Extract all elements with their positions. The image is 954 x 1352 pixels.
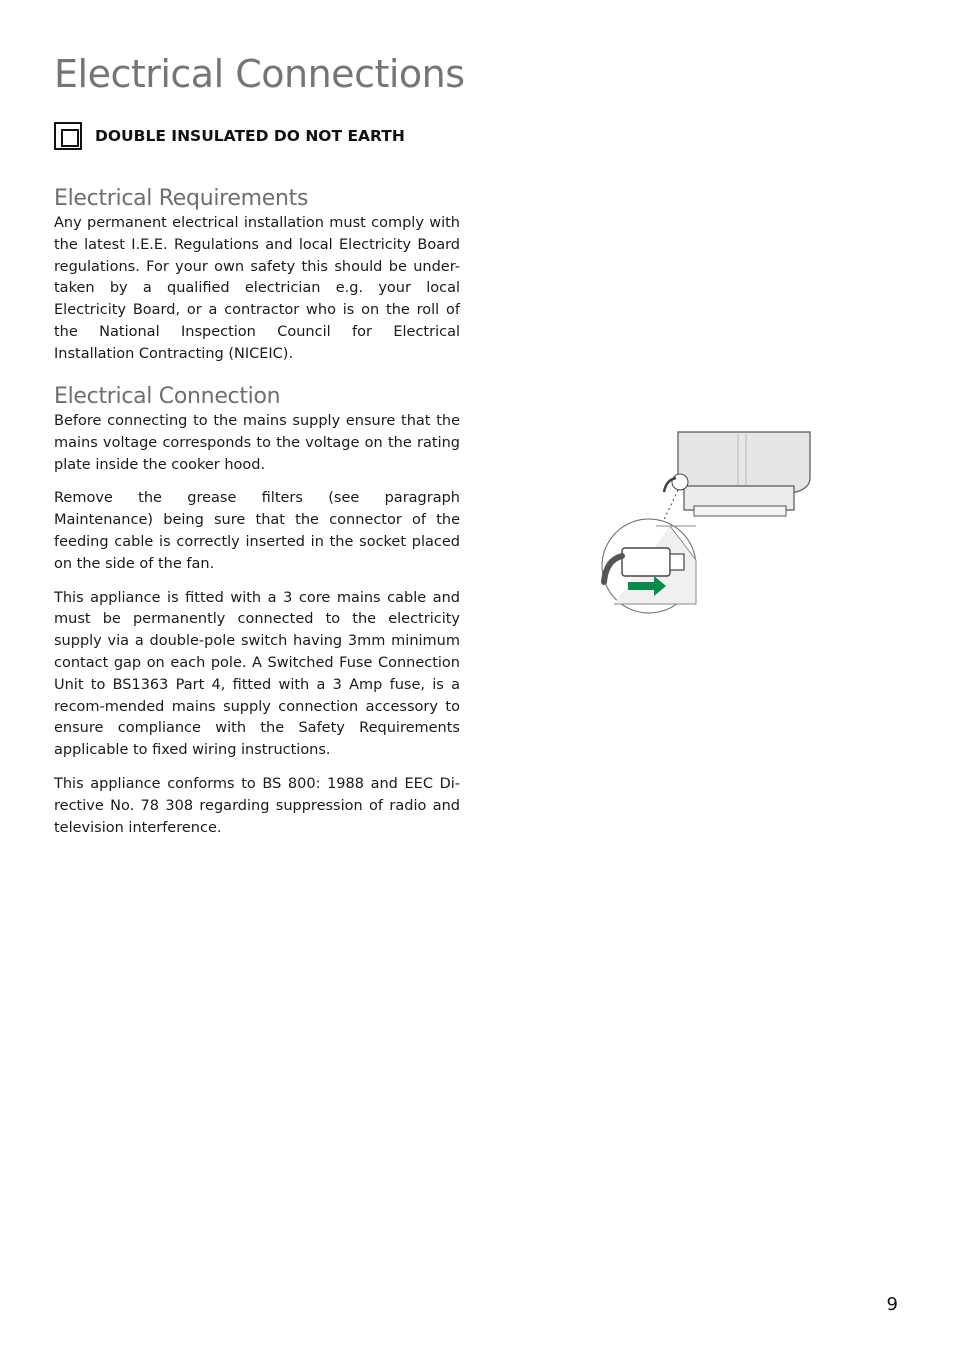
cooker-hood-illustration <box>664 432 810 516</box>
requirements-heading: Electrical Requirements <box>54 186 309 211</box>
electrical-requirements-section <box>54 186 460 378</box>
connection-paragraph: Remove the grease filters (see paragraph Maintenance) being sure that the connector of the feeding cable is correctly inserted in the socket placed on the side of the fan. <box>54 490 460 572</box>
electrical-connection-section <box>54 384 460 851</box>
double-insulated-icon <box>54 122 82 150</box>
connection-heading: Electrical Connection <box>54 384 281 409</box>
magnified-connector-view <box>602 519 696 613</box>
connection-paragraph: Before connecting to the mains supply ensure that the mains voltage corresponds to the voltage on the rating plate inside the cooker hood. <box>54 413 460 473</box>
connection-paragraph: This appliance conforms to BS 800: 1988 and EEC Di-rective No. 78 308 regarding suppression of radio and television interference. <box>54 775 460 836</box>
page-title: Electrical Connections <box>54 52 465 96</box>
warning-text: DOUBLE INSULATED DO NOT EARTH <box>95 127 405 145</box>
page-number: 9 <box>886 1294 898 1315</box>
double-insulated-warning <box>54 122 405 150</box>
connection-paragraph: This appliance is fitted with a 3 core mains cable and must be permanently connected to the electricity supply via a double-pole switch having 3mm minimum contact gap on each pole. A Switched Fuse Connection Unit to BS1363 Part 4, fitted with a 3 Amp fuse, is a recom-mended mains supply connection accessory to ensure compliance with the Safety Requirements applicable to fixed wiring instructions. <box>54 589 460 759</box>
connector-diagram <box>596 430 814 618</box>
requirements-paragraph: Any permanent electrical installation must comply with the latest I.E.E. Regulations and local Electricity Board regulations. For your own safety this should be under-taken by a qualified electrician e.g. your local Electricity Board, or a contractor who is on the roll of the National Inspection Council for Electrical Installation Contracting (NICEIC). <box>54 215 460 362</box>
